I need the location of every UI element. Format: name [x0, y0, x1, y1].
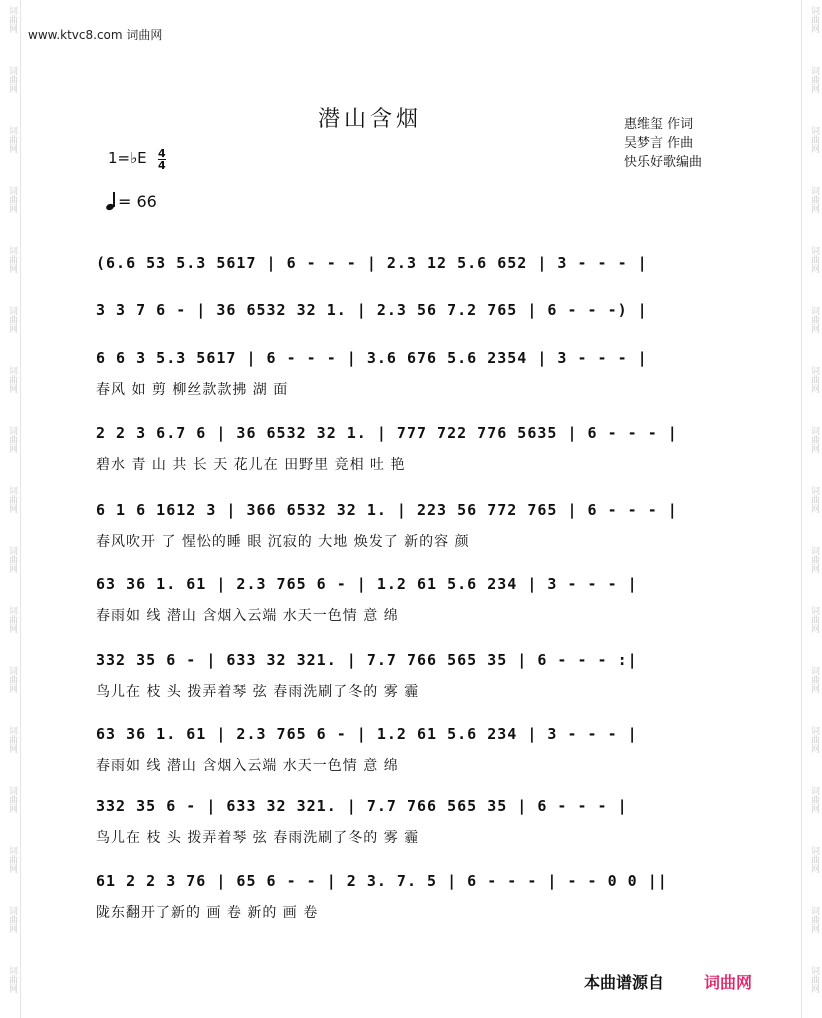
lyrics-line: 鸟儿在 枝 头 拨弄着琴 弦 春雨洗刷了冬的 雾 霾 [96, 830, 420, 846]
watermark-text: 词曲网 [7, 306, 17, 333]
quarter-note-icon [106, 192, 118, 210]
watermark-text: 词曲网 [7, 966, 17, 993]
arranger: 快乐好歌编曲 [624, 155, 703, 170]
watermark-text: 词曲网 [7, 66, 17, 93]
composer: 吴梦言 作曲 [624, 136, 694, 151]
watermark-text: 词曲网 [809, 906, 819, 933]
watermark-text: 词曲网 [7, 6, 17, 33]
watermark-text: 词曲网 [809, 186, 819, 213]
lyrics-line: 春风吹开 了 惺忪的睡 眼 沉寂的 大地 焕发了 新的容 颜 [96, 534, 470, 550]
notation-line: 61 2 2 3 76 | 65 6 - - | 2 3. 7. 5 | 6 - - - | - - 0 0 || [96, 872, 668, 890]
time-signature [158, 148, 166, 171]
notation-line: 2 2 3 6.7 6 | 36 6532 32 1. | 777 722 776 5635 | 6 - - - | [96, 424, 678, 442]
notation-line: 6 1 6 1612 3 | 366 6532 32 1. | 223 56 772 765 | 6 - - - | [96, 501, 678, 519]
watermark-text: 词曲网 [7, 426, 17, 453]
watermark-text: 词曲网 [809, 246, 819, 273]
watermark-text: 词曲网 [809, 786, 819, 813]
key-signature: 1=♭E [108, 149, 147, 167]
watermark-text: 词曲网 [809, 726, 819, 753]
site-url[interactable]: www.ktvc8.com 词曲网 [28, 28, 163, 42]
right-watermark-strip [801, 0, 822, 1018]
lyrics-line: 碧水 青 山 共 长 天 花儿在 田野里 竞相 吐 艳 [96, 457, 406, 473]
watermark-text: 词曲网 [809, 366, 819, 393]
song-title: 潜山含烟 [318, 107, 423, 132]
watermark-text: 词曲网 [7, 846, 17, 873]
watermark-text: 词曲网 [7, 726, 17, 753]
notation-line: 332 35 6 - | 633 32 321. | 7.7 766 565 35 | 6 - - - :| [96, 651, 638, 669]
watermark-text: 词曲网 [809, 666, 819, 693]
watermark-text: 词曲网 [809, 306, 819, 333]
lyrics-line: 鸟儿在 枝 头 拨弄着琴 弦 春雨洗刷了冬的 雾 霾 [96, 684, 420, 700]
watermark-text: 词曲网 [809, 846, 819, 873]
watermark-text: 词曲网 [809, 966, 819, 993]
watermark-text: 词曲网 [7, 546, 17, 573]
notation-line: 63 36 1. 61 | 2.3 765 6 - | 1.2 61 5.6 234 | 3 - - - | [96, 575, 638, 593]
lyrics-line: 陇东翻开了新的 画 卷 新的 画 卷 [96, 905, 319, 921]
left-watermark-strip [0, 0, 21, 1018]
watermark-text: 词曲网 [7, 486, 17, 513]
notation-line: 332 35 6 - | 633 32 321. | 7.7 766 565 35 | 6 - - - | [96, 797, 628, 815]
credits [624, 115, 702, 172]
watermark-text: 词曲网 [809, 6, 819, 33]
notation-line: 63 36 1. 61 | 2.3 765 6 - | 1.2 61 5.6 234 | 3 - - - | [96, 725, 638, 743]
watermark-text: 词曲网 [7, 606, 17, 633]
watermark-text: 词曲网 [7, 366, 17, 393]
watermark-text: 词曲网 [7, 186, 17, 213]
watermark-text: 词曲网 [809, 606, 819, 633]
watermark-text: 词曲网 [809, 66, 819, 93]
watermark-text: 词曲网 [7, 906, 17, 933]
watermark-text: 词曲网 [7, 666, 17, 693]
lyrics-line: 春雨如 线 潜山 含烟入云端 水天一色情 意 绵 [96, 608, 399, 624]
watermark-text: 词曲网 [809, 546, 819, 573]
meter-bottom: 4 [158, 159, 166, 172]
watermark-text: 词曲网 [7, 786, 17, 813]
lyrics-line: 春风 如 剪 柳丝款款拂 湖 面 [96, 382, 289, 398]
watermark-text: 词曲网 [809, 486, 819, 513]
watermark-text: 词曲网 [7, 246, 17, 273]
watermark-text: 词曲网 [809, 426, 819, 453]
footer-source: 本曲谱源自 [584, 973, 665, 992]
watermark-text: 词曲网 [7, 126, 17, 153]
footer-brand[interactable]: 词曲网 [704, 973, 753, 992]
meter-top: 4 [158, 147, 166, 160]
lyrics-line: 春雨如 线 潜山 含烟入云端 水天一色情 意 绵 [96, 758, 399, 774]
tempo-value: = 66 [118, 192, 157, 211]
footer [584, 970, 752, 993]
notation-line: 3 3 7 6 - | 36 6532 32 1. | 2.3 56 7.2 765 | 6 - - -) | [96, 301, 648, 319]
lyricist: 惠维玺 作词 [624, 117, 694, 132]
watermark-text: 词曲网 [809, 126, 819, 153]
tempo-mark [106, 192, 157, 211]
notation-line: (6.6 53 5.3 5617 | 6 - - - | 2.3 12 5.6 652 | 3 - - - | [96, 254, 648, 272]
notation-line: 6 6 3 5.3 5617 | 6 - - - | 3.6 676 5.6 2354 | 3 - - - | [96, 349, 648, 367]
